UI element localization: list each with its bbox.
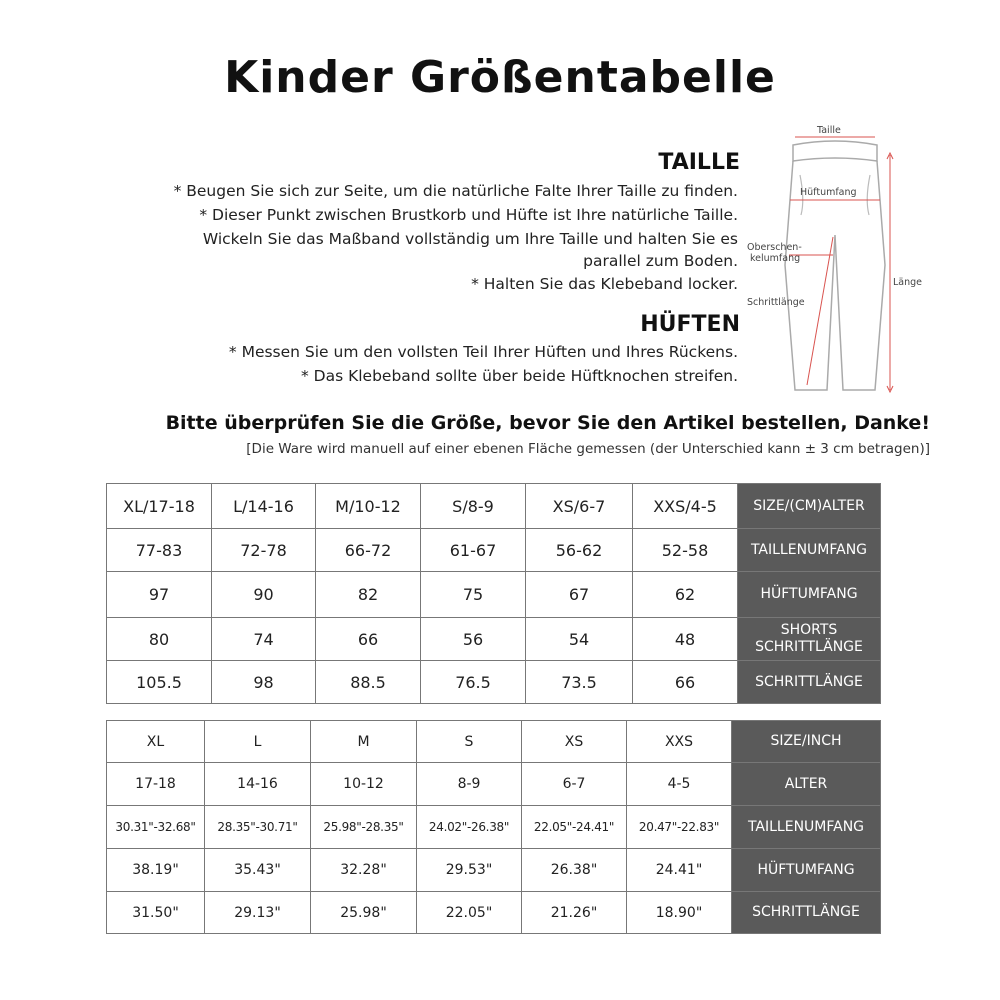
table-cell: 54 [526,618,633,661]
table-cell: 76.5 [421,661,526,704]
taille-bullet-4: parallel zum Boden. [583,252,738,270]
table-row [107,892,881,934]
table-cell: L/14-16 [212,484,316,529]
row-header: SCHRITTLÄNGE [738,661,881,704]
row-header: ALTER [732,763,881,806]
taille-bullet-2: * Dieser Punkt zwischen Brustkorb und Hüfte ist Ihre natürliche Taille. [199,206,738,224]
table-cell: 75 [421,572,526,618]
row-header: SHORTS SCHRITTLÄNGE [738,618,881,661]
table-cell: XL [107,721,205,763]
table-cell: 56 [421,618,526,661]
illus-label-taille: Taille [817,125,841,136]
taille-heading: TAILLE [658,150,740,175]
table-cell: 88.5 [316,661,421,704]
table-cell: 90 [212,572,316,618]
table-cell: 32.28" [311,849,417,892]
table-cell: 82 [316,572,421,618]
size-table-inch [106,720,881,934]
table-cell: XXS [627,721,732,763]
table-cell: 80 [107,618,212,661]
table-cell: 25.98"-28.35" [311,806,417,849]
table-cell: 38.19" [107,849,205,892]
table-row [107,661,881,704]
table-cell: 31.50" [107,892,205,934]
table-cell: 29.13" [205,892,311,934]
row-header: HÜFTUMFANG [738,572,881,618]
illus-label-laenge: Länge [893,277,923,288]
taille-bullet-1: * Beugen Sie sich zur Seite, um die natürliche Falte Ihrer Taille zu finden. [173,182,738,200]
illus-label-schrittlaenge: Schrittlänge [747,297,805,308]
table-cell: 20.47"-22.83" [627,806,732,849]
table-row [107,529,881,572]
table-cell: XS [522,721,627,763]
illus-label-oberschenkel-1: Oberschen- [747,242,802,253]
pants-illustration [745,115,925,400]
table-cell: 17-18 [107,763,205,806]
table-cell: 14-16 [205,763,311,806]
table-cell: M [311,721,417,763]
illus-label-hueftumfang: Hüftumfang [800,187,857,198]
table-cell: 66 [316,618,421,661]
hueften-bullet-1: * Messen Sie um den vollsten Teil Ihrer Hüften und Ihres Rückens. [228,343,738,361]
hueften-bullet-2: * Das Klebeband sollte über beide Hüftknochen streifen. [300,367,738,385]
table-cell: L [205,721,311,763]
table-row [107,806,881,849]
table-cell: 24.41" [627,849,732,892]
table-cell: 29.53" [417,849,522,892]
table-cell: 28.35"-30.71" [205,806,311,849]
table-cell: 6-7 [522,763,627,806]
table-cell: 35.43" [205,849,311,892]
table-cell: XL/17-18 [107,484,212,529]
table-cell: S [417,721,522,763]
table-cell: 62 [633,572,738,618]
row-header: TAILLENUMFANG [738,529,881,572]
table-cell: 21.26" [522,892,627,934]
size-table-cm [106,483,881,704]
table-row [107,849,881,892]
table-row [107,572,881,618]
illus-label-oberschenkel-2: kelumfang [750,253,801,264]
table-cell: 67 [526,572,633,618]
table-cell: 30.31"-32.68" [107,806,205,849]
table-cell: 4-5 [627,763,732,806]
table-cell: 24.02"-26.38" [417,806,522,849]
table-cell: 25.98" [311,892,417,934]
table-row [107,618,881,661]
table-cell: 52-58 [633,529,738,572]
table-cell: 73.5 [526,661,633,704]
table-row [107,721,881,763]
table-cell: 77-83 [107,529,212,572]
table-cell: 22.05" [417,892,522,934]
table-cell: 18.90" [627,892,732,934]
table-cell: XS/6-7 [526,484,633,529]
table-cell: 48 [633,618,738,661]
row-header: TAILLENUMFANG [732,806,881,849]
table-cell: S/8-9 [421,484,526,529]
table-cell: 66 [633,661,738,704]
table-cell: 105.5 [107,661,212,704]
row-header: SIZE/(CM)ALTER [738,484,881,529]
page-title: Kinder Größentabelle [224,52,776,103]
table-cell: 97 [107,572,212,618]
table-cell: 74 [212,618,316,661]
table-cell: 98 [212,661,316,704]
table-row [107,484,881,529]
row-header: SIZE/INCH [732,721,881,763]
table-cell: M/10-12 [316,484,421,529]
table-cell: XXS/4-5 [633,484,738,529]
row-header: SCHRITTLÄNGE [732,892,881,934]
table-cell: 61-67 [421,529,526,572]
table-cell: 66-72 [316,529,421,572]
table-cell: 10-12 [311,763,417,806]
order-notice: Bitte überprüfen Sie die Größe, bevor Sie den Artikel bestellen, Danke! [165,412,930,434]
table-cell: 22.05"-24.41" [522,806,627,849]
measure-notice: [Die Ware wird manuell auf einer ebenen Fläche gemessen (der Unterschied kann ± 3 cm betragen)] [246,441,930,457]
hueften-heading: HÜFTEN [640,312,740,337]
taille-bullet-5: * Halten Sie das Klebeband locker. [471,275,738,293]
table-cell: 56-62 [526,529,633,572]
table-cell: 8-9 [417,763,522,806]
row-header: HÜFTUMFANG [732,849,881,892]
table-cell: 72-78 [212,529,316,572]
taille-bullet-3: Wickeln Sie das Maßband vollständig um Ihre Taille und halten Sie es [202,230,738,248]
table-cell: 26.38" [522,849,627,892]
table-row [107,763,881,806]
